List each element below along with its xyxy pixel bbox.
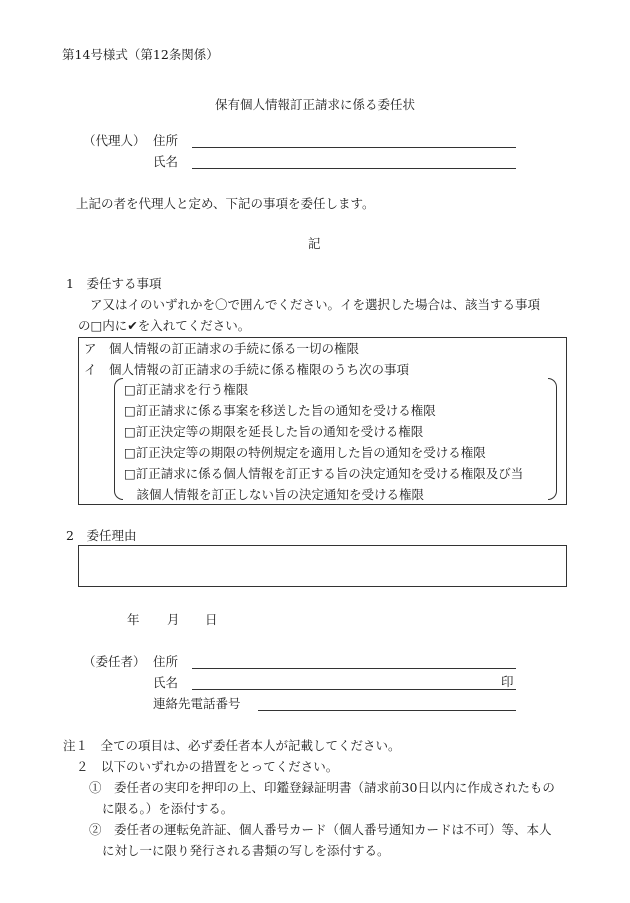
agent-label: （代理人） xyxy=(83,133,146,148)
option-i[interactable]: イ 個人情報の訂正請求の手続に係る権限のうち次の事項 xyxy=(84,362,410,377)
date-day: 日 xyxy=(205,612,218,627)
ki-heading: 記 xyxy=(308,236,321,251)
document-title: 保有個人情報訂正請求に係る委任状 xyxy=(214,97,415,112)
section1-heading: 1 委任する事項 xyxy=(66,276,162,291)
principal-phone-label: 連絡先電話番号 xyxy=(153,696,241,711)
intro-text: 上記の者を代理人と定め、下記の事項を委任します。 xyxy=(76,196,375,211)
section1-instruction-line2: の□内に✔を入れてください。 xyxy=(78,318,251,333)
principal-address-label: 住所 xyxy=(153,654,179,669)
note-2-item-2-line1: ② 委任者の運転免許証、個人番号カード（個人番号通知カードは不可）等、本人 xyxy=(89,822,552,837)
right-bracket xyxy=(548,378,557,500)
note-2-item-2-line2: に対し一に限り発行される書類の写しを添付する。 xyxy=(102,843,390,858)
left-bracket xyxy=(114,378,123,500)
note-2-item-1-line1: ① 委任者の実印を押印の上、印鑑登録証明書（請求前30日以内に作成されたもの xyxy=(89,780,555,795)
sub-item-decision-notice[interactable]: □訂正請求に係る個人情報を訂正する旨の決定通知を受ける権限及び当 xyxy=(124,466,524,481)
agent-address-field[interactable] xyxy=(192,147,516,148)
principal-label: （委任者） xyxy=(83,654,146,669)
sub-item-decision-notice-cont: 該個人情報を訂正しない旨の決定通知を受ける権限 xyxy=(124,487,425,502)
note-2-item-1-line2: に限る。）を添付する。 xyxy=(102,801,234,816)
section1-instruction-line1: ア又はイのいずれかを〇で囲んでください。イを選択した場合は、該当する事項 xyxy=(90,297,541,312)
note-1: 注１ 全ての項目は、必ず委任者本人が記載してください。 xyxy=(63,738,401,753)
principal-name-label: 氏名 xyxy=(153,675,179,690)
sub-item-extension-notice[interactable]: □訂正決定等の期限を延長した旨の通知を受ける権限 xyxy=(124,424,424,439)
sub-item-request[interactable]: □訂正請求を行う権限 xyxy=(124,382,249,397)
sub-item-transfer-notice[interactable]: □訂正請求に係る事案を移送した旨の通知を受ける権限 xyxy=(124,403,436,418)
agent-name-label: 氏名 xyxy=(153,154,179,169)
agent-address-label: 住所 xyxy=(153,133,179,148)
reason-input-box[interactable] xyxy=(78,545,567,587)
principal-address-field[interactable] xyxy=(192,668,516,669)
sub-item-special-provision-notice[interactable]: □訂正決定等の期限の特例規定を適用した旨の通知を受ける権限 xyxy=(124,445,486,460)
section2-heading: 2 委任理由 xyxy=(66,528,137,543)
agent-name-field[interactable] xyxy=(192,168,516,169)
seal-mark: 印 xyxy=(501,674,514,689)
date-year: 年 xyxy=(127,612,140,627)
note-2: ２ 以下のいずれかの措置をとってください。 xyxy=(76,759,339,774)
principal-name-field[interactable] xyxy=(192,689,516,690)
principal-phone-field[interactable] xyxy=(258,710,516,711)
date-month: 月 xyxy=(167,612,180,627)
form-number: 第14号様式（第12条関係） xyxy=(62,47,219,62)
option-a[interactable]: ア 個人情報の訂正請求の手続に係る一切の権限 xyxy=(84,341,360,356)
reason-text xyxy=(79,546,566,554)
